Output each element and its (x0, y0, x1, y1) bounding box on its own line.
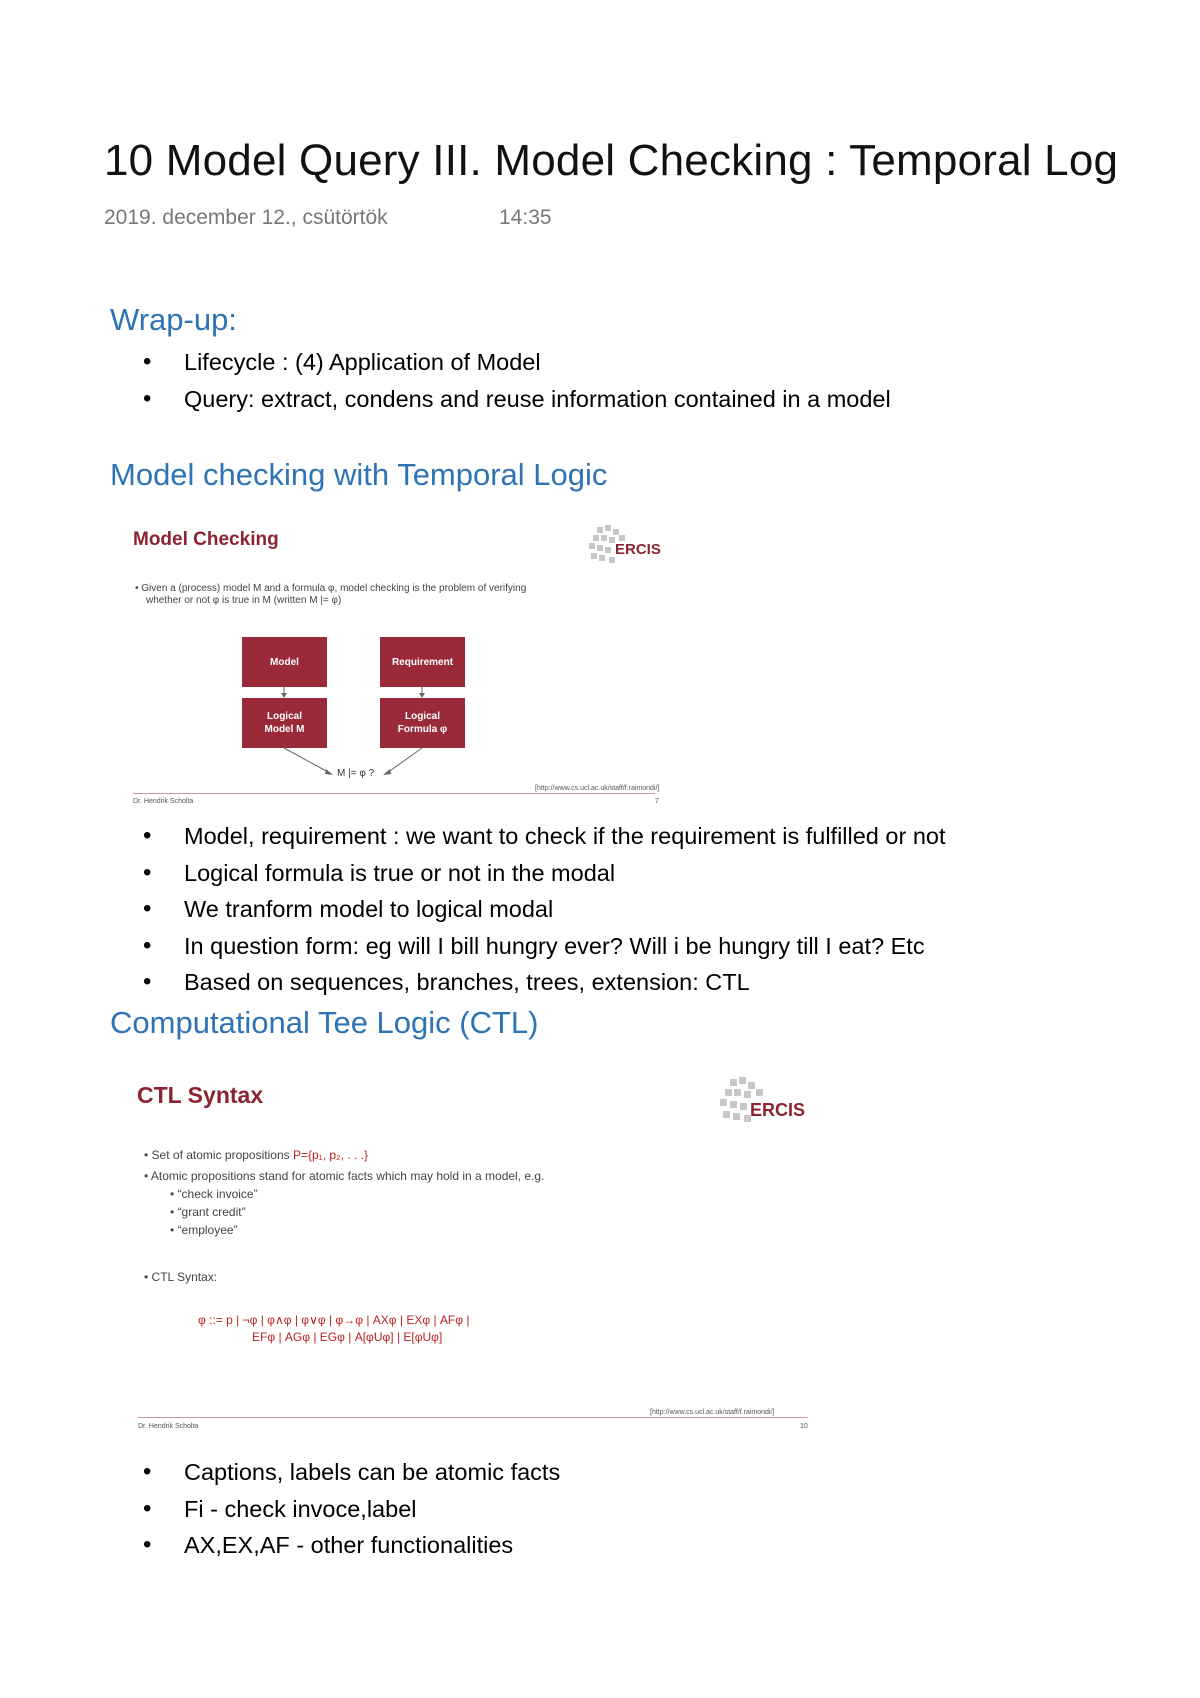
slide-bullet: • Set of atomic propositions P={p₁, p₂, . . .} (144, 1148, 369, 1162)
list-item: • We tranform model to logical modal (105, 891, 946, 928)
slide-sub-text: “employee” (177, 1223, 238, 1237)
list-item: • Lifecycle : (4) Application of Model (105, 344, 891, 381)
list-item: • Captions, labels can be atomic facts (105, 1454, 560, 1491)
ctl-formula-line-2: EFφ | AGφ | EGφ | A[φUφ] | E[φUφ] (252, 1330, 443, 1344)
list-item: • Based on sequences, branches, trees, extension: CTL (105, 964, 946, 1001)
list-item: • AX,EX,AF - other functionalities (105, 1527, 560, 1564)
slide-sub-text: “grant credit” (177, 1205, 246, 1219)
slide-sub-bullet: • “grant credit” (170, 1205, 246, 1219)
slide-sub-bullet: • “check invoice” (170, 1187, 258, 1201)
slide-author: Dr. Hendrik Scholta (138, 1423, 199, 1430)
list-item: • In question form: eg will I bill hungry ever? Will i be hungry till I eat? Etc (105, 928, 946, 965)
heading-model-checking: Model checking with Temporal Logic (110, 457, 608, 492)
slide-bullet-text: Given a (process) model M and a formula φ, model checking is the problem of verifying (141, 583, 527, 594)
ercis-logo-text: ERCIS (750, 1100, 806, 1120)
heading-wrapup: Wrap-up: (110, 302, 237, 337)
slide-bullet-cont: whether or not φ is true in M (written M |= φ) (146, 595, 342, 606)
slide-bullet-text: Atomic propositions stand for atomic facts which may hold in a model, e.g. (150, 1169, 545, 1183)
slide-query: M |= φ ? (337, 768, 375, 779)
slide-sub-bullet: • “employee” (170, 1223, 238, 1237)
page-time: 14:35 (499, 206, 552, 229)
slide-divider (133, 793, 655, 794)
slide-divider (138, 1417, 808, 1418)
heading-ctl: Computational Tee Logic (CTL) (110, 1005, 539, 1040)
slide-bullet: • CTL Syntax: (144, 1270, 218, 1284)
slide-title: Model Checking (133, 529, 279, 550)
slide-bullet-text: CTL Syntax: (151, 1270, 218, 1284)
slide-model-checking (125, 515, 665, 810)
ercis-logo-text: ERCIS (615, 541, 661, 558)
page-title: 10 Model Query III. Model Checking : Temporal Log (104, 136, 1119, 185)
box-logical-formula: Logical Formula φ (380, 698, 465, 748)
slide-sub-text: “check invoice” (177, 1187, 258, 1201)
slide-author: Dr. Hendrik Scholta (133, 798, 194, 805)
slide-page-number: 10 (800, 1423, 808, 1430)
slide-bullet: • Given a (process) model M and a formula φ, model checking is the problem of verifying (135, 583, 527, 594)
box-logical-model: Logical Model M (242, 698, 327, 748)
slide-title: CTL Syntax (137, 1082, 264, 1108)
list-item: • Logical formula is true or not in the modal (105, 855, 946, 892)
slide-bullet-text: Set of atomic propositions (151, 1148, 293, 1162)
slide-bullet-set: P={p₁, p₂, . . .} (292, 1148, 369, 1162)
list-item: • Model, requirement : we want to check if the requirement is fulfilled or not (105, 818, 946, 855)
page-date: 2019. december 12., csütörtök (104, 206, 388, 229)
wrapup-list (105, 344, 891, 417)
slide-arrows (125, 515, 665, 810)
slide-source: [http://www.cs.ucl.ac.uk/staff/f.raimondi/] (535, 785, 660, 792)
slide-bullet: • Atomic propositions stand for atomic facts which may hold in a model, e.g. (144, 1169, 545, 1183)
model-checking-list (105, 818, 946, 1001)
ctl-formula-line-1: φ ::= p | ¬φ | φ∧φ | φ∨φ | φ→φ | AXφ | EXφ | AFφ | (198, 1313, 470, 1327)
list-item: • Query: extract, condens and reuse information contained in a model (105, 381, 891, 418)
slide-page-number: 7 (655, 798, 659, 805)
box-requirement: Requirement (380, 637, 465, 687)
ctl-list (105, 1454, 560, 1564)
slide-source: [http://www.cs.ucl.ac.uk/staff/f.raimondi/] (650, 1409, 775, 1416)
list-item: • Fi - check invoce,label (105, 1491, 560, 1528)
box-model: Model (242, 637, 327, 687)
slide-ctl-syntax (130, 1070, 820, 1440)
